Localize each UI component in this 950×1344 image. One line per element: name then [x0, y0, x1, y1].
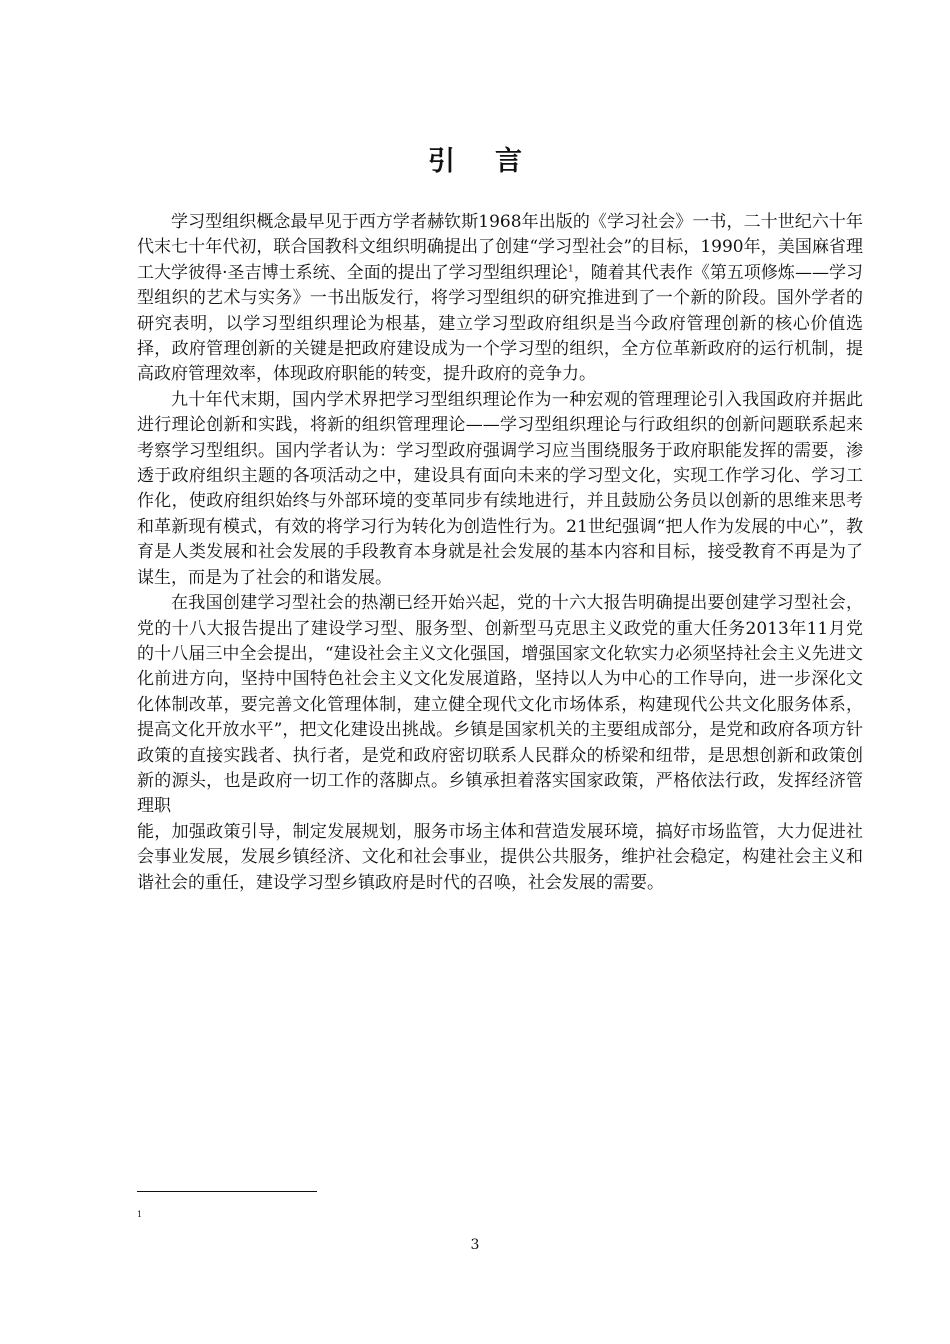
body-text [137, 210, 863, 896]
paragraph-2: 九十年代末期，国内学术界把学习型组织理论作为一种宏观的管理理论引入我国政府并据此进行理论创新和实践，将新的组织管理理论——学习型组织理论与行政组织的创新问题联系起来考察学习型组织。国内学者认为：学习型政府强调学习应当围绕服务于政府职能发挥的需要，渗透于政府组织主题的各项活动之中，建设具有面向未来的学习型文化，实现工作学习化、学习工作化，使政府组织始终与外部环境的变革同步有续地进行，并且鼓励公务员以创新的思维来思考和革新现有模式，有效的将学习行为转化为创造性行为。21世纪强调“把人作为发展的中心”，教育是人类发展和社会发展的手段教育本身就是社会发展的基本内容和目标，接受教育不再是为了谋生，而是为了社会的和谐发展。 [137, 389, 863, 588]
footnote-number: 1 [137, 1210, 143, 1219]
page-title: 引言 [428, 146, 562, 177]
paragraph-1-text-a: 学习型组织概念最早见于西方学者赫钦斯1968年出版的《学习社会》一书，二十世纪六十年代末七十年代初，联合国教科文组织明确提出了创建“学习型社会”的目标，1990年，美国麻省理工大学彼得·圣吉博士系统、全面的提出了学习型组织理论 [137, 212, 863, 283]
footnote-separator [137, 1191, 317, 1192]
paragraph-1-text-b: ，随着其代表作《第五项修炼——学习型组织的艺术与实务》一书出版发行，将学习型组织的研究推进到了一个新的阶段。国外学者的研究表明，以学习型组织理论为根基，建立学习型政府组织是当今政府管理创新的核心价值选择，政府管理创新的关键是把政府建设成为一个学习型的组织，全方位革新政府的运行机制，提高政府管理效率，体现政府职能的转变，提升政府的竞争力。 [137, 262, 863, 385]
paragraph-3: 在我国创建学习型社会的热潮已经开始兴起，党的十六大报告明确提出要创建学习型社会，党的十八大报告提出了建设学习型、服务型、创新型马克思主义政党的重大任务2013年11月党的十八届三中全会提出，“建设社会主义文化强国，增强国家文化软实力必须坚持社会主义先进文化前进方向，坚持中国特色社会主义文化发展道路，坚持以人为中心的工作导向，进一步深化文化体制改革，要完善文化管理体制，建立健全现代文化市场体系，构建现代公共文化服务体系，提高文化开放水平”，把文化建设出挑战。乡镇是国家机关的主要组成部分，是党和政府各项方针政策的直接实践者、执行者，是党和政府密切联系人民群众的桥梁和纽带，是思想创新和政策创新的源头，也是政府一切工作的落脚点。乡镇承担着落实国家政策，严格依法行政，发挥经济管理职 [137, 593, 863, 817]
page-number: 3 [470, 1237, 480, 1253]
footnote-reference[interactable]: 1 [567, 264, 574, 275]
paragraph-4: 能，加强政策引导，制定发展规划，服务市场主体和营造发展环境，搞好市场监管，大力促进社会事业发展，发展乡镇经济、文化和社会事业，提供公共服务，维护社会稳定，构建社会主义和谐社会的重任，建设学习型乡镇政府是时代的召唤，社会发展的需要。 [137, 821, 863, 893]
paragraph-1 [137, 210, 863, 388]
